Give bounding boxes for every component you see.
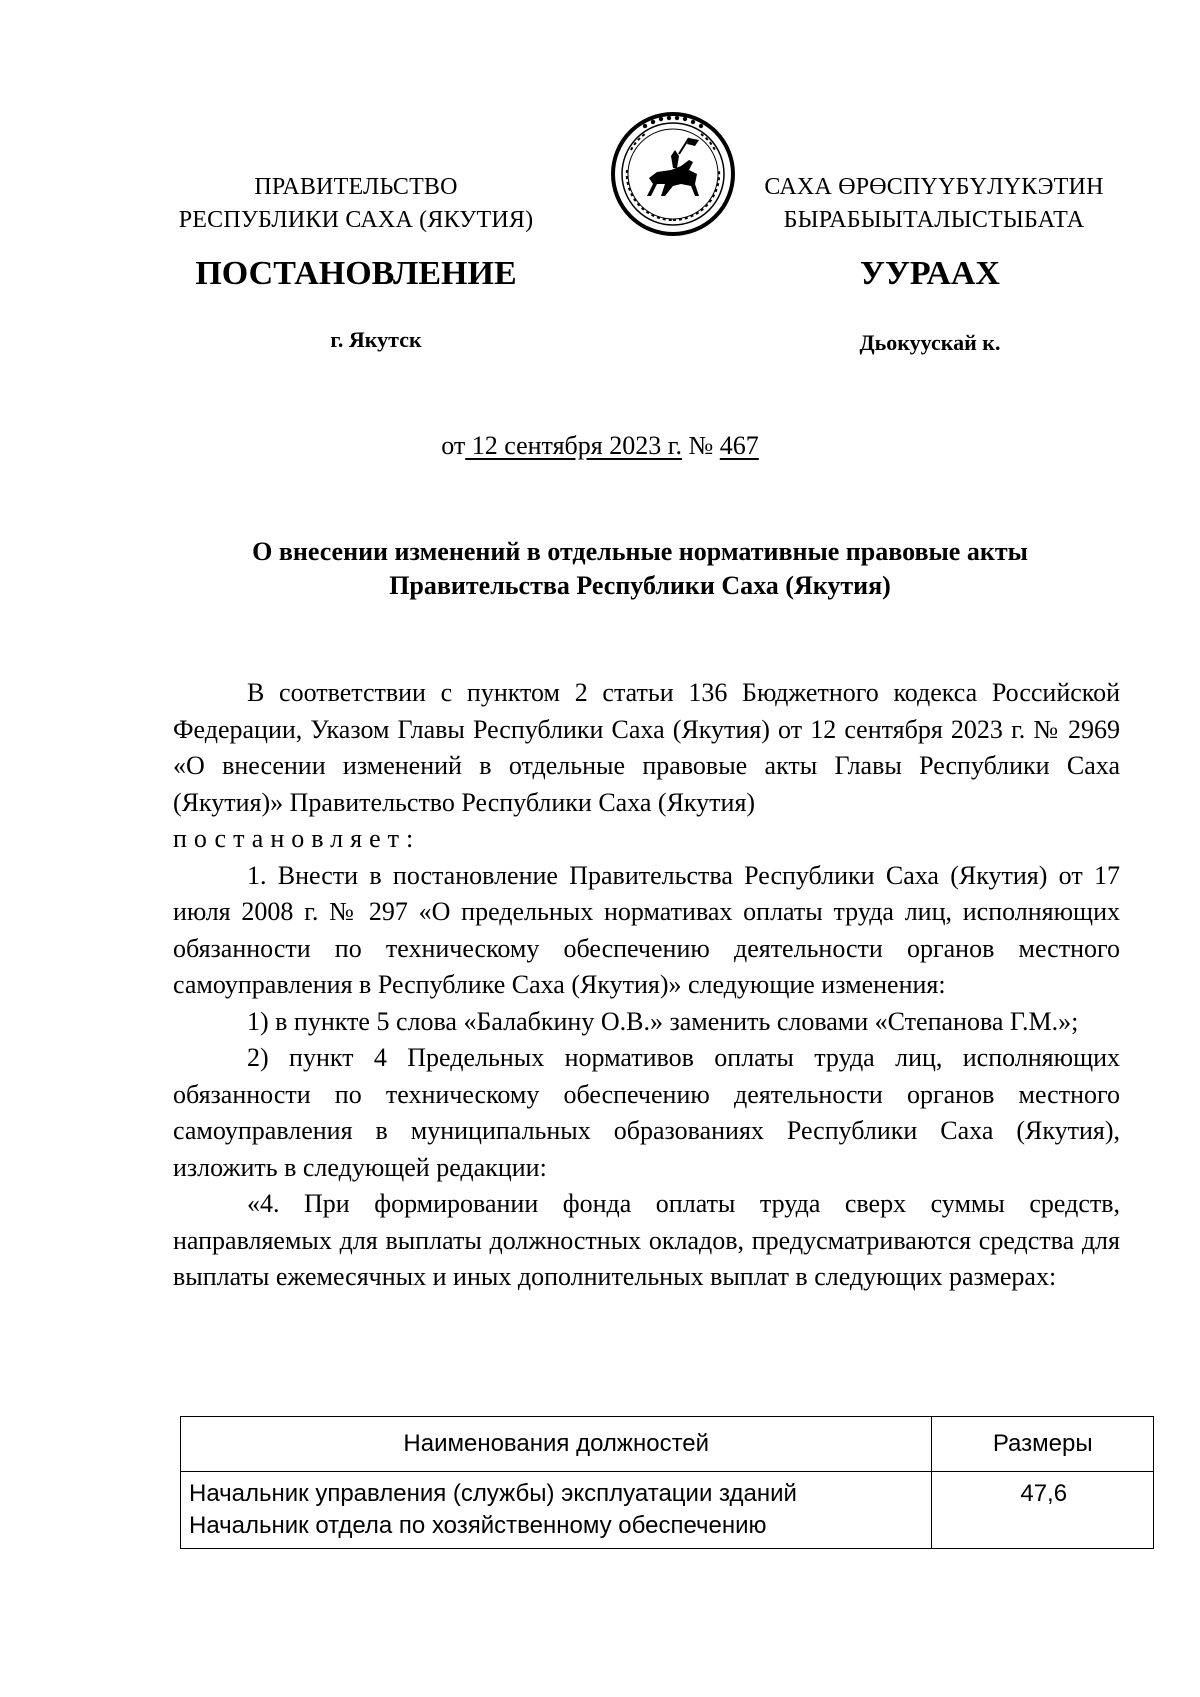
- positions-table: [180, 1416, 1154, 1549]
- issuer-line-2: РЕСПУБЛИКИ САХА (ЯКУТИЯ): [178, 207, 534, 233]
- column-header-sizes: Размеры: [932, 1417, 1154, 1472]
- document-date: 12 сентября 2023 г.: [465, 431, 682, 460]
- issuer-line-2-sakha: БЫРАБЫЫТАЛЫСТЫБАТА: [783, 207, 1085, 233]
- paragraph-clause-4: «4. При формировании фонда оплаты труда сверх суммы средств, направляемых для выплаты должностных окладов, предусматриваются средства для выплаты ежемесячных и иных дополнительных выплат в следующих размерах:: [173, 1189, 1120, 1291]
- document-number: 467: [719, 431, 759, 460]
- issuer-name-sakha: [744, 171, 1124, 237]
- document-title-line-1: О внесении изменений в отдельные нормативные правовые акты: [252, 537, 1028, 566]
- number-sign: №: [681, 431, 720, 460]
- preamble-text: В соответствии с пунктом 2 статьи 136 Бюджетного кодекса Российской Федерации, Указом Главы Республики Саха (Якутия) от 12 сентября 2023 г. № 2969 «О внесении изменений в отдельные правовые акты Главы Республики Саха (Якутия)» Правительство Республики Саха (Якутия): [173, 678, 1120, 817]
- paragraph-preamble: [173, 675, 1120, 858]
- date-number-line: [0, 431, 1200, 461]
- emblem-sakha-icon: [609, 110, 737, 238]
- doc-type-sakha: УУРААХ: [860, 255, 1000, 292]
- size-cell: 47,6: [932, 1472, 1154, 1549]
- position-name: Начальник управления (службы) эксплуатации зданий: [189, 1480, 797, 1507]
- table-row: [181, 1472, 1154, 1549]
- paragraph-subitem-2: 2) пункт 4 Предельных нормативов оплаты труда лиц, исполняющих обязанности по техническому обеспечению деятельности органов местного самоуправления в муниципальных образованиях Республики Саха (Якутия), изложить в следующей редакции:: [173, 1043, 1120, 1182]
- city-russian: г. Якутск: [330, 327, 422, 352]
- issuer-name-russian: [172, 171, 540, 237]
- resolves-word: постановляет:: [173, 824, 421, 853]
- paragraph-subitem-1: 1) в пункте 5 слова «Балабкину О.В.» заменить словами «Степанова Г.М.»;: [247, 1006, 1079, 1036]
- position-name: Начальник отдела по хозяйственному обеспечению: [189, 1512, 767, 1539]
- paragraph-item-1: 1. Внести в постановление Правительства Республики Саха (Якутия) от 17 июля 2008 г. № 297 «О предельных нормативах оплаты труда лиц, исполняющих обязанности по техническому обеспечению деятельности органов местного самоуправления в Республике Саха (Якутия)» следующие изменения:: [173, 860, 1120, 999]
- positions-cell: [181, 1472, 932, 1549]
- date-prefix: от: [441, 431, 466, 460]
- table-header-row: [181, 1417, 1154, 1472]
- document-title: [160, 535, 1120, 603]
- city-sakha: Дьокуускай к.: [859, 330, 1001, 355]
- doc-type-russian: ПОСТАНОВЛЕНИЕ: [195, 255, 517, 292]
- column-header-positions: Наименования должностей: [181, 1417, 932, 1472]
- document-title-line-2: Правительства Республики Саха (Якутия): [389, 571, 891, 600]
- issuer-line-1-sakha: САХА ӨРӨСПҮҮБҮЛҮКЭТИН: [764, 174, 1104, 200]
- document-body: [173, 675, 1120, 1296]
- issuer-line-1: ПРАВИТЕЛЬСТВО: [254, 174, 458, 200]
